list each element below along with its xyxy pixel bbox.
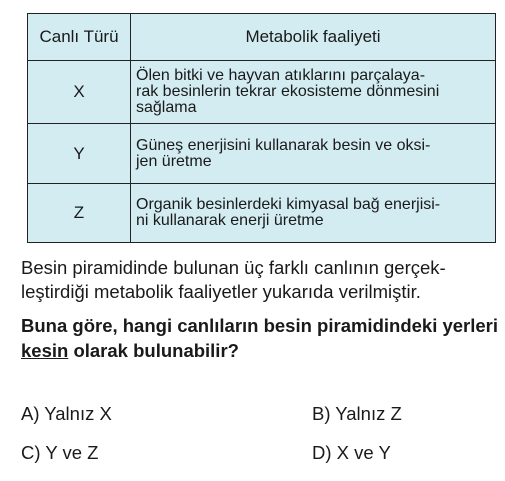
table-row	[27, 184, 496, 243]
species-cell: X	[73, 82, 85, 101]
species-cell: Y	[73, 143, 85, 163]
header-species: Canlı Türü	[39, 27, 119, 46]
intro-paragraph: Besin piramidinde bulunan üç farklı canlının gerçek- leştirdiği metabolik faaliyetler yukarıda verilmiştir.	[21, 257, 446, 302]
header-activity: Metabolik faaliyeti	[245, 27, 381, 46]
table-row	[27, 124, 496, 184]
option-a[interactable]: A) Yalnız X	[21, 403, 112, 424]
underlined-word: kesin	[21, 340, 69, 361]
activity-cell: Güneş enerjisini kullanarak besin ve oksi- jen üretme	[136, 136, 431, 170]
question-text: Buna göre, hangi canlıların besin piramidindeki yerleri kesin olarak bulunabilir?	[21, 315, 499, 361]
activity-cell: Organik besinlerdeki kimyasal bağ enerjisi- ni kullanarak enerji üretme	[136, 196, 441, 229]
option-d[interactable]: D) X ve Y	[312, 442, 391, 463]
table-row	[27, 61, 496, 124]
option-b[interactable]: B) Yalnız Z	[312, 403, 402, 424]
activity-cell: Ölen bitki ve hayvan atıklarını parçalaya- rak besinlerin tekrar ekosisteme dönmesini sağlama	[136, 67, 440, 116]
table-header-row	[27, 13, 496, 61]
option-c[interactable]: C) Y ve Z	[21, 442, 99, 463]
metabolic-activity-table	[27, 13, 498, 243]
species-cell: Z	[73, 203, 85, 222]
